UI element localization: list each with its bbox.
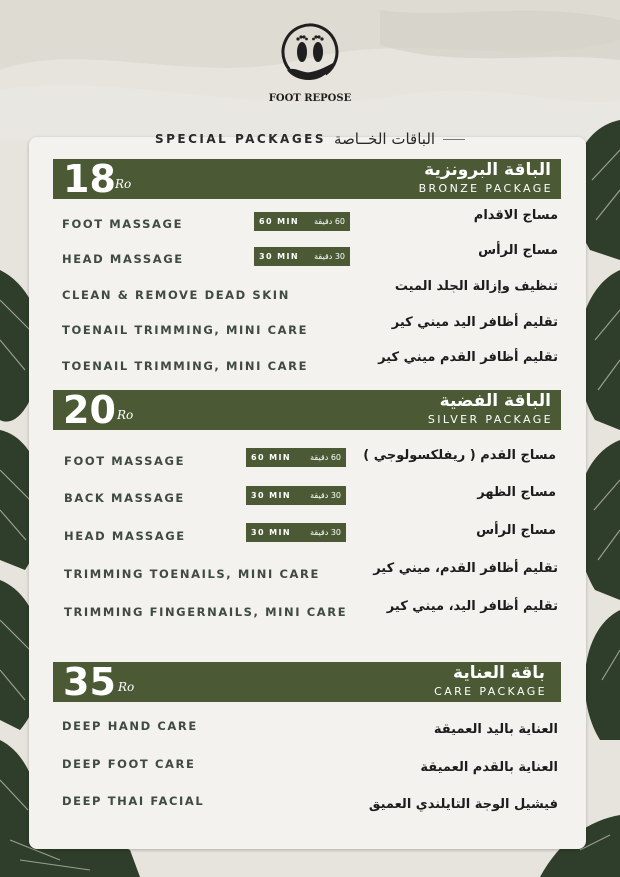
package-name-ar: الباقة الفضية [439, 391, 551, 411]
service-item-en: TOENAIL TRIMMING, MINI CARE [62, 359, 309, 373]
service-item-ar: تقليم أظافر القدم ميني كير [378, 350, 558, 365]
service-item-en: HEAD MASSAGE [64, 529, 186, 543]
package-header-care [53, 662, 561, 702]
duration-en: 60 MIN [251, 453, 291, 462]
service-item-en: BACK MASSAGE [64, 491, 185, 505]
service-item-en: HEAD MASSAGE [62, 252, 184, 266]
service-item-ar: العناية بالقدم العميقة [420, 760, 558, 775]
duration-badge [246, 486, 346, 505]
duration-badge [246, 523, 346, 542]
page-title [150, 129, 470, 149]
package-currency: Ro [118, 680, 135, 694]
package-header-silver [53, 390, 561, 430]
package-price: 20 [63, 388, 116, 432]
page-title-ar: الباقات الخــاصة [334, 130, 436, 148]
service-item-en: CLEAN & REMOVE DEAD SKIN [62, 288, 290, 302]
duration-en: 30 MIN [251, 528, 291, 537]
package-price: 35 [63, 660, 116, 704]
service-item-ar: فيشيل الوجة التايلندي العميق [368, 797, 558, 812]
feet-in-hand-icon [265, 22, 355, 92]
service-item-ar: تنظيف وإزالة الجلد الميت [394, 279, 558, 294]
service-item-en: DEEP FOOT CARE [62, 757, 196, 771]
brand-name: FOOT REPOSE [268, 93, 352, 104]
duration-ar: 30 دقيقة [310, 491, 341, 500]
service-item-en: DEEP HAND CARE [62, 719, 198, 733]
package-currency: Ro [115, 177, 132, 191]
service-item-ar: مساج الاقدام [473, 208, 558, 223]
service-item-en: DEEP THAI FACIAL [62, 794, 205, 808]
service-item-ar: تقليم أظافر القدم، ميني كير [373, 561, 558, 576]
service-item-ar: تقليم أظافر اليد ميني كير [391, 315, 558, 330]
title-divider [443, 139, 465, 140]
service-item-ar: مساج القدم ( ريفلكسولوجي ) [363, 448, 556, 463]
service-item-ar: العناية باليد العميقة [433, 722, 558, 737]
service-item-ar: مساج الرأس [476, 523, 556, 538]
duration-en: 30 MIN [259, 252, 299, 261]
service-item-en: TRIMMING TOENAILS, MINI CARE [64, 567, 320, 581]
service-item-en: TRIMMING FINGERNAILS, MINI CARE [64, 605, 348, 619]
package-name-en: CARE PACKAGE [434, 685, 547, 698]
service-item-en: FOOT MASSAGE [62, 217, 184, 231]
service-item-ar: تقليم أظافر اليد، ميني كير [386, 599, 558, 614]
package-price: 18 [63, 157, 116, 201]
brand-logo [265, 22, 355, 104]
page-title-en: SPECIAL PACKAGES [154, 132, 327, 146]
duration-badge [254, 247, 350, 266]
duration-ar: 30 دقيقة [314, 252, 345, 261]
service-item-en: FOOT MASSAGE [64, 454, 186, 468]
duration-badge [246, 448, 346, 467]
service-item-ar: مساج الرأس [478, 243, 558, 258]
duration-en: 30 MIN [251, 491, 291, 500]
duration-ar: 60 دقيقة [310, 453, 341, 462]
service-item-ar: مساج الظهر [477, 485, 556, 500]
duration-ar: 30 دقيقة [310, 528, 341, 537]
duration-badge [254, 212, 350, 231]
package-name-en: BRONZE PACKAGE [418, 182, 553, 195]
duration-en: 60 MIN [259, 217, 299, 226]
package-currency: Ro [117, 408, 134, 422]
duration-ar: 60 دقيقة [314, 217, 345, 226]
package-header-bronze [53, 159, 561, 199]
package-name-ar: الباقة البرونزية [424, 160, 551, 180]
package-name-en: SILVER PACKAGE [427, 413, 553, 426]
package-name-ar: باقة العناية [453, 663, 545, 683]
service-item-en: TOENAIL TRIMMING, MINI CARE [62, 323, 309, 337]
